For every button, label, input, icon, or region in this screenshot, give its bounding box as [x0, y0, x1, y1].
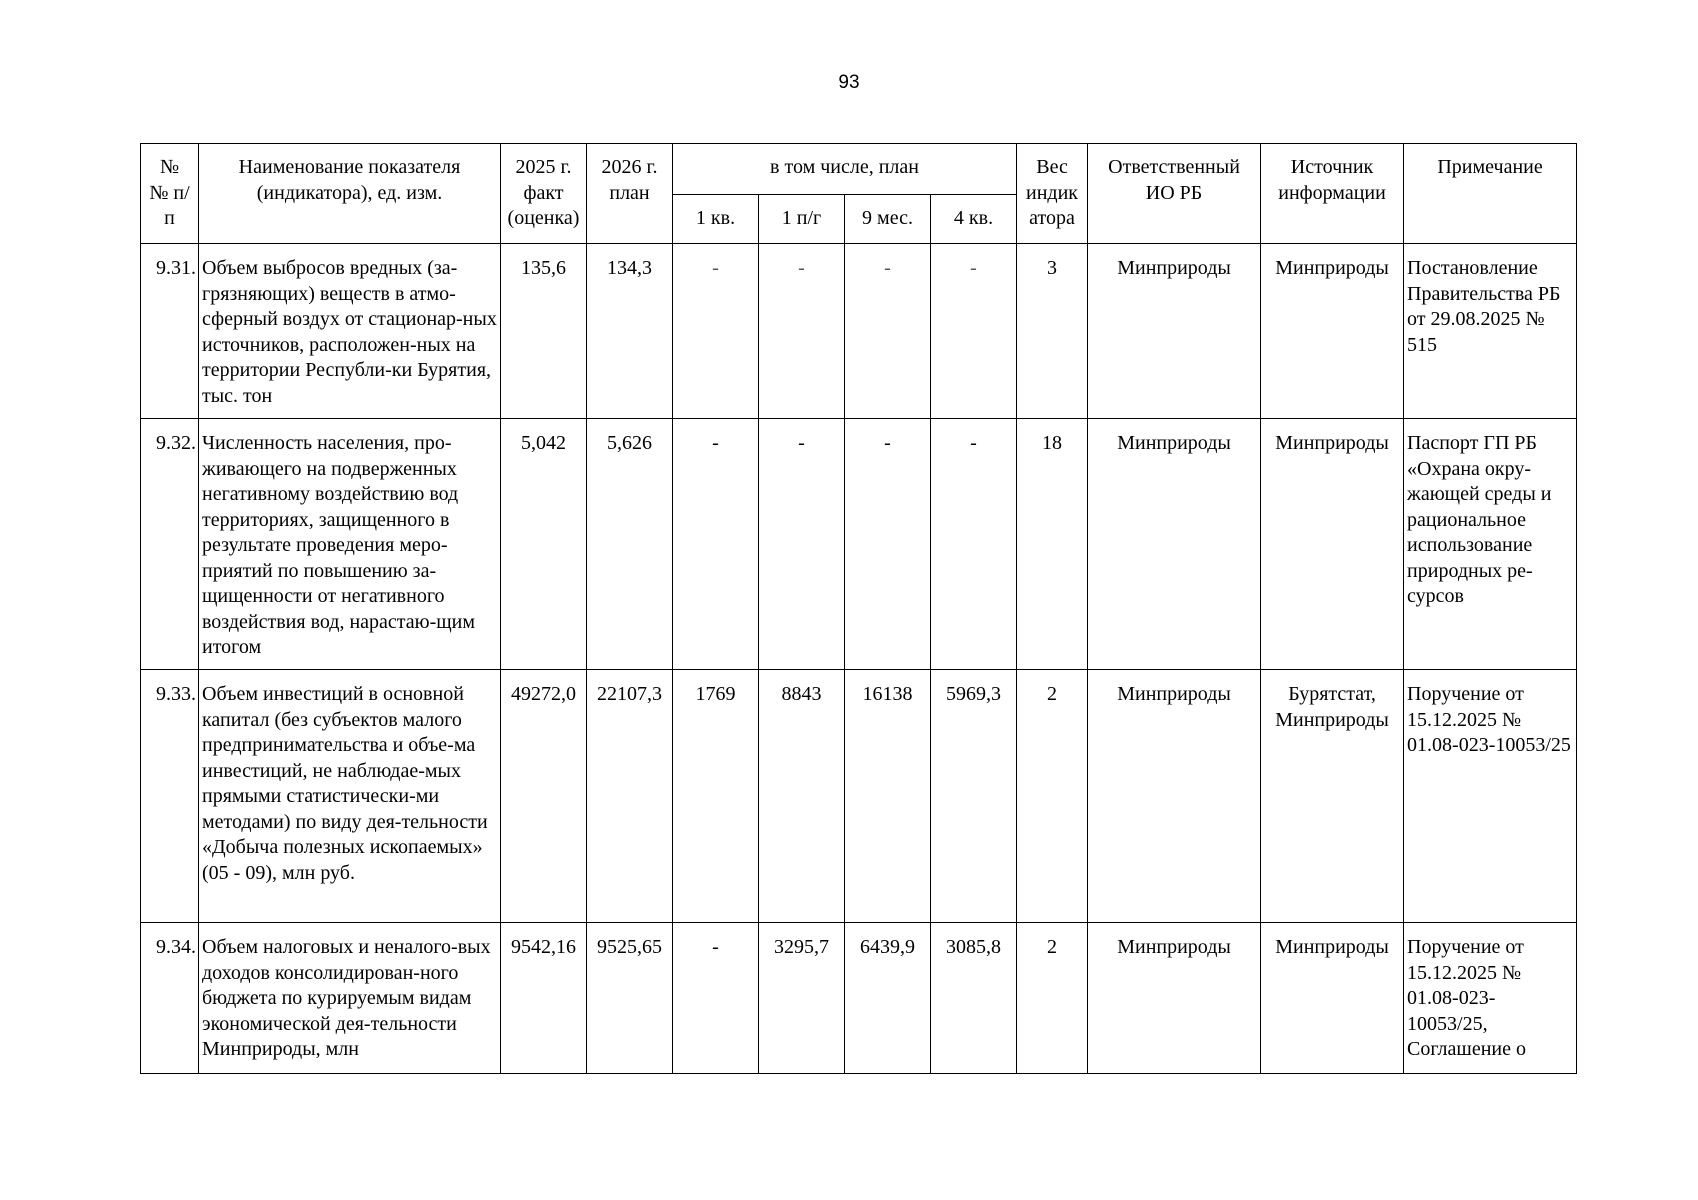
value-2026: 22107,3	[597, 683, 662, 705]
header-2025: 2025 г. факт (оценка)	[501, 144, 587, 244]
value-q1: -	[712, 936, 719, 958]
value-9m: 6439,9	[860, 936, 915, 958]
indicator-name: Численность населения, про-живающего на подверженных негативному воздействию вод территориях, защищенного в результате проведения меро-приятий по повышению за-щищенности от негативного воздействия вод, нарастаю-щим итогом	[202, 432, 476, 658]
row-num: 9.32.	[156, 432, 196, 454]
note-value: Поручение от 15.12.2025 № 01.08-023-10053/25	[1407, 683, 1571, 756]
indicators-table	[140, 143, 1577, 1074]
value-2025: 5,042	[521, 432, 566, 454]
header-q4: 4 кв.	[931, 195, 1017, 244]
source-value: Минприроды	[1275, 432, 1389, 454]
weight-value: 18	[1042, 432, 1063, 454]
value-q4: 5969,3	[946, 683, 1002, 705]
header-q1: 1 кв.	[673, 195, 759, 244]
value-h1: -	[798, 432, 805, 454]
table-row	[141, 670, 1577, 923]
header-num: № № п/п	[141, 144, 199, 244]
value-q4: 3085,8	[946, 936, 1002, 958]
table-row	[141, 419, 1577, 670]
value-q1: 1769	[695, 683, 736, 705]
indicator-name: Объем выбросов вредных (за-грязняющих) веществ в атмо-сферный воздух от стационар-ных источников, расположен-ных на территории Республи-ки Бурятия, тыс. тон	[202, 257, 497, 407]
header-source: Источник информации	[1261, 144, 1404, 244]
value-2026: 9525,65	[597, 936, 662, 958]
value-9m: 16138	[862, 683, 913, 705]
value-q4: -	[970, 432, 977, 454]
value-q4: -	[970, 257, 977, 279]
header-weight: Вес индик атора	[1017, 144, 1088, 244]
table-row	[141, 923, 1577, 1074]
indicator-name: Объем инвестиций в основной капитал (без субъектов малого предпринимательства и объе-ма инвестиций, не наблюдае-мых прямыми статистически-ми методами) по виду дея-тельности «Добыча полезных ископаемых» (05 - 09), млн руб.	[202, 683, 488, 884]
value-h1: 3295,7	[774, 936, 829, 958]
header-h1: 1 п/г	[759, 195, 845, 244]
value-2025: 9542,16	[511, 936, 576, 958]
weight-value: 2	[1047, 683, 1058, 705]
value-h1: -	[798, 257, 805, 279]
row-num: 9.31.	[156, 257, 196, 279]
source-value: Минприроды	[1275, 936, 1389, 958]
row-num: 9.33.	[156, 683, 196, 705]
header-row-1	[141, 144, 1577, 195]
value-2026: 5,626	[607, 432, 652, 454]
page-number: 93	[838, 72, 860, 93]
responsible-value: Минприроды	[1117, 257, 1231, 279]
weight-value: 2	[1047, 936, 1058, 958]
value-9m: -	[884, 257, 891, 279]
weight-value: 3	[1047, 257, 1058, 279]
value-2025: 135,6	[521, 257, 566, 279]
responsible-value: Минприроды	[1117, 936, 1231, 958]
header-plan-group: в том числе, план	[673, 144, 1017, 195]
header-name: Наименование показателя (индикатора), ед. изм.	[199, 144, 501, 244]
source-value: Бурятстат, Минприроды	[1275, 683, 1389, 731]
responsible-value: Минприроды	[1117, 683, 1231, 705]
value-q1: -	[712, 257, 719, 279]
value-h1: 8843	[781, 683, 822, 705]
header-responsible: Ответственный ИО РБ	[1088, 144, 1261, 244]
value-q1: -	[712, 432, 719, 454]
row-num: 9.34.	[156, 936, 196, 958]
value-2026: 134,3	[607, 257, 652, 279]
note-value: Постановление Правительства РБ от 29.08.2025 № 515	[1407, 257, 1561, 356]
table-row	[141, 244, 1577, 419]
responsible-value: Минприроды	[1117, 432, 1231, 454]
value-9m: -	[884, 432, 891, 454]
indicator-name: Объем налоговых и неналого-вых доходов консолидирован-ного бюджета по курируемым видам экономической дея-тельности Минприроды, млн	[202, 936, 491, 1060]
value-2025: 49272,0	[511, 683, 576, 705]
note-value: Паспорт ГП РБ «Охрана окру-жающей среды и рациональное использование природных ре-сурсов	[1407, 432, 1552, 607]
header-2026: 2026 г. план	[587, 144, 673, 244]
header-note: Примечание	[1404, 144, 1577, 244]
note-value: Поручение от 15.12.2025 № 01.08-023-10053/25, Соглашение о	[1407, 936, 1526, 1060]
header-9m: 9 мес.	[845, 195, 931, 244]
source-value: Минприроды	[1275, 257, 1389, 279]
